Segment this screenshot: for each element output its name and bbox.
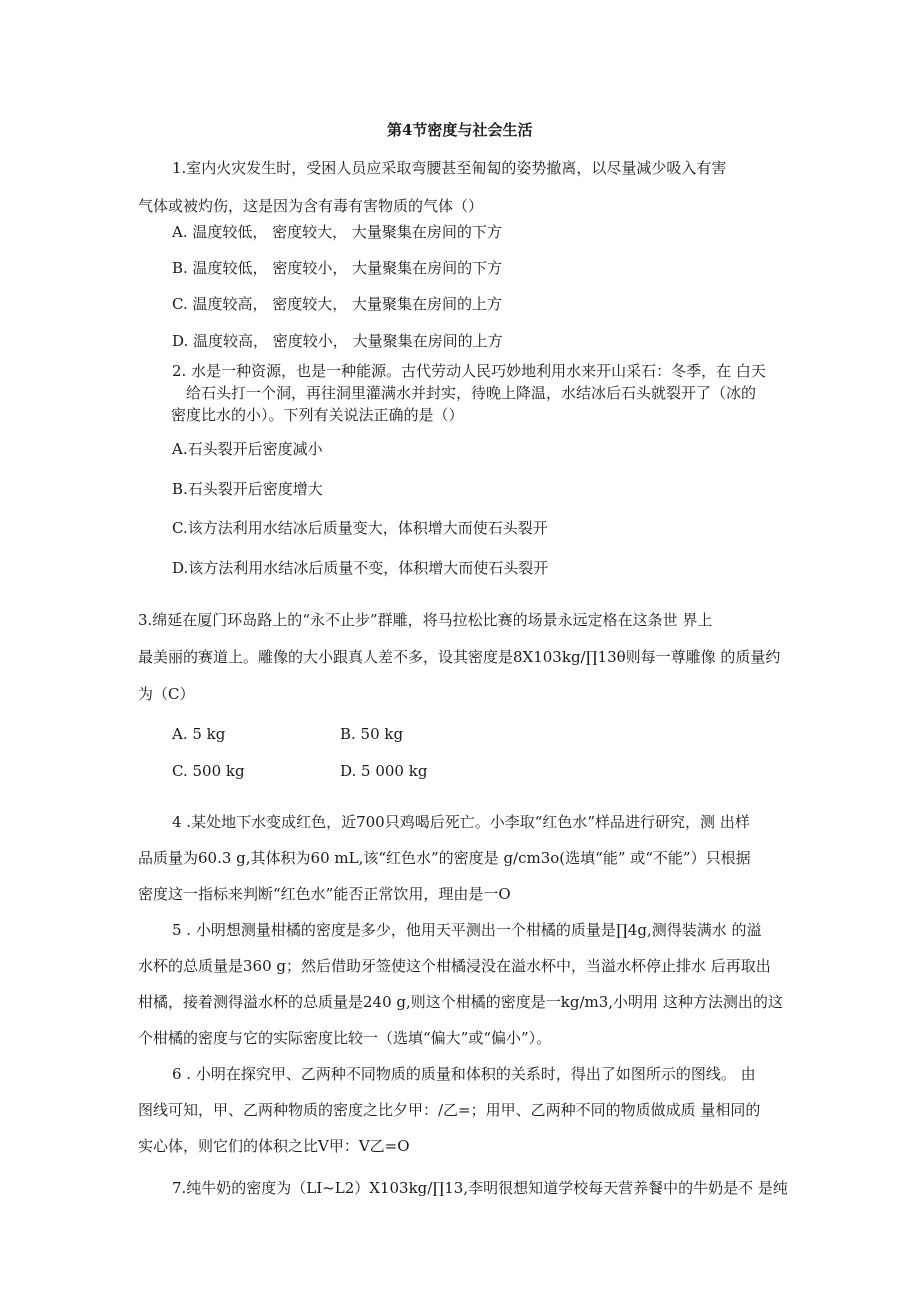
q3-option-b: B. 50 kg xyxy=(340,725,404,743)
q4-line-2: 品质量为60.3 g,其体积为60 mL,该“红色水”的密度是 g∕cm3o(选填“能” 或“不能”）只根据 xyxy=(138,849,751,867)
q4-line-1: 4 .某处地下水变成红色，近700只鸡喝后死亡。小李取“红色水”样品进行研究，测 出样 xyxy=(172,813,750,831)
q4-line-3: 密度这一指标来判断“红色水”能否正常饮用，理由是一O xyxy=(138,885,511,903)
q5-line-4: 个柑橘的密度与它的实际密度比较一（选填“偏大”或“偏小”）。 xyxy=(138,1029,552,1047)
q2-line-3: 密度比水的小）。下列有关说法正确的是（） xyxy=(171,406,464,424)
q5-line-2: 水杯的总质量是360 g；然后借助牙签使这个柑橘浸没在溢水杯中，当溢水杯停止排水 后再取出 xyxy=(138,957,771,975)
q3-line-3: 为（C） xyxy=(138,685,195,703)
q3-line-1: 3.绵延在厦门环岛路上的“永不止步”群雕，将马拉松比赛的场景永远定格在这条世 界上 xyxy=(138,611,713,629)
q1-option-a: A. 温度较低， 密度较大， 大量聚集在房间的下方 xyxy=(172,223,502,241)
q6-line-3: 实心体，则它们的体积之比V甲：V乙=O xyxy=(138,1137,410,1155)
q1-option-b: B. 温度较低， 密度较小， 大量聚集在房间的下方 xyxy=(172,259,503,277)
q6-line-1: 6 . 小明在探究甲、乙两种不同物质的质量和体积的关系时，得出了如图所示的图线。 由 xyxy=(172,1065,756,1083)
q3-line-2: 最美丽的赛道上。雕像的大小跟真人差不多，设其密度是8X103kg∕∏13θ则每一尊雕像 的质量约 xyxy=(138,648,781,666)
q5-line-3: 柑橘，接着测得溢水杯的总质量是240 g,则这个柑橘的密度是一kg∕m3,小明用 这种方法测出的这 xyxy=(138,993,783,1011)
q2-option-a: A.石头裂开后密度减小 xyxy=(172,440,323,458)
q1-line-1: 1.室内火灾发生时，受困人员应采取弯腰甚至匍匐的姿势撤离，以尽量减少吸入有害 xyxy=(172,159,727,177)
q2-line-1: 2. 水是一种资源，也是一种能源。古代劳动人民巧妙地利用水来开山采石：冬季，在 白天 xyxy=(172,362,766,380)
q2-option-d: D.该方法利用水结冰后质量不变，体积增大而使石头裂开 xyxy=(172,559,549,577)
q2-line-2: 给石头打一个洞，再往洞里灌满水并封实，待晚上降温，水结冰后石头就裂开了（冰的 xyxy=(186,384,757,402)
q3-option-c: C. 500 kg xyxy=(172,762,245,780)
q3-option-a: A. 5 kg xyxy=(172,725,226,743)
q1-line-2: 气体或被灼伤，这是因为含有毒有害物质的气体（） xyxy=(138,197,484,215)
q2-option-b: B.石头裂开后密度增大 xyxy=(172,480,323,498)
q6-line-2: 图线可知，甲、乙两种物质的密度之比夕甲：/乙=；用甲、乙两种不同的物质做成质 量相同的 xyxy=(138,1101,761,1119)
page-title: 第4节密度与社会生活 xyxy=(387,121,533,139)
q1-option-c: C. 温度较高， 密度较大， 大量聚集在房间的上方 xyxy=(172,295,503,313)
q5-line-1: 5 . 小明想测量柑橘的密度是多少，他用天平测出一个柑橘的质量是∏4g,测得装满水 的溢 xyxy=(172,921,762,939)
q7-line-1: 7.纯牛奶的密度为（LI~L2）X103kg∕∏13,李明很想知道学校每天营养餐中的牛奶是不 是纯 xyxy=(172,1179,788,1197)
q2-option-c: C.该方法利用水结冰后质量变大，体积增大而使石头裂开 xyxy=(172,519,548,537)
q1-option-d: D. 温度较高， 密度较小， 大量聚集在房间的上方 xyxy=(172,332,503,350)
q3-option-d: D. 5 000 kg xyxy=(340,762,428,780)
